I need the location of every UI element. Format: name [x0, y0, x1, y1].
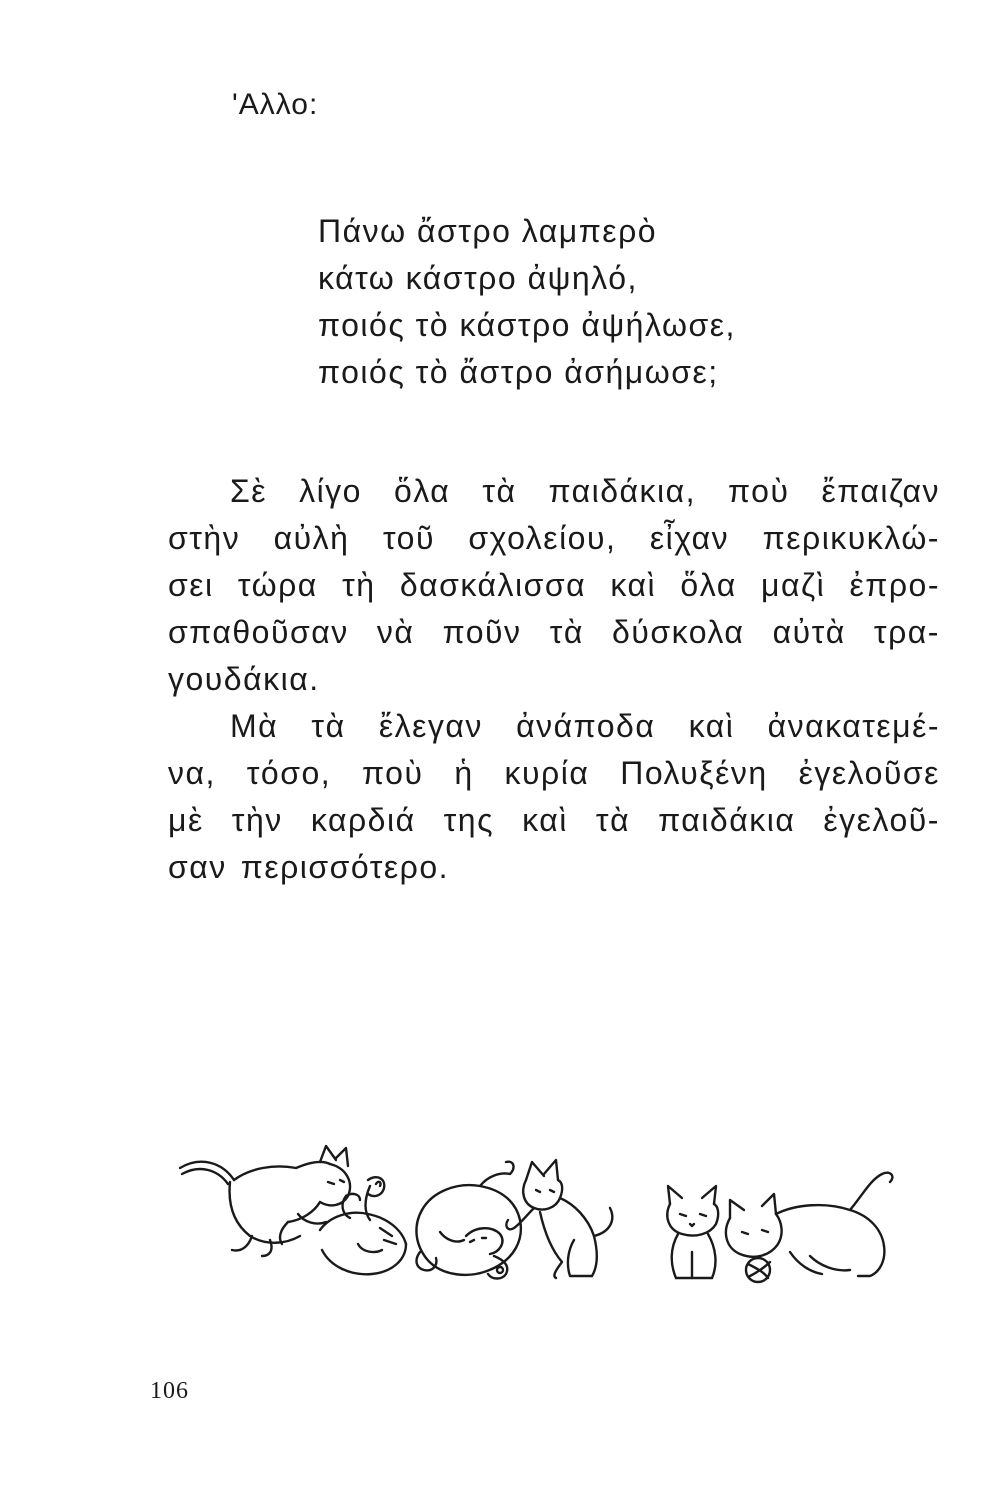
word: τὰ [595, 802, 631, 838]
word: ἀνακατεμέ- [767, 708, 940, 744]
word: μὲ [168, 802, 204, 838]
word: αὐτὰ [772, 614, 846, 650]
poem-line: κάτω κάστρο ἀψηλό, [318, 260, 638, 296]
word: ἐπρο- [849, 567, 940, 603]
playing-kittens-illustration [170, 1140, 900, 1290]
kitten-1-drawing [180, 1146, 350, 1256]
poem [318, 208, 736, 396]
word: στὴν [168, 520, 241, 556]
poem-line: ποιός τὸ κάστρο ἀψήλωσε, [318, 307, 736, 343]
word: αὐλὴ [273, 520, 350, 556]
text-line [168, 797, 940, 844]
word: ἡ [454, 755, 474, 791]
word: δασκάλισσα [399, 567, 587, 603]
word: ὅλα [393, 473, 451, 509]
word: καὶ [688, 708, 735, 744]
text-line [168, 515, 940, 562]
word: κυρία [504, 755, 590, 791]
word: ποὺ [728, 473, 790, 509]
word: γουδάκια. [168, 661, 320, 697]
word: λίγο [299, 473, 362, 509]
word: τὰ [311, 708, 346, 744]
word: ὅλα [680, 567, 737, 603]
paragraph-1 [168, 468, 940, 703]
word: ποὺ [362, 755, 424, 791]
word: της [443, 802, 495, 838]
poem-line: Πάνω ἄστρο λαμπερὸ [318, 213, 658, 249]
word: σει [168, 567, 214, 603]
word: τώρα [237, 567, 318, 603]
text-line [168, 468, 940, 515]
text-line [168, 844, 940, 891]
word: τὰ [549, 614, 584, 650]
paragraph-2 [168, 703, 940, 891]
text-line [168, 609, 940, 656]
text-line [168, 656, 940, 703]
word: ἔλεγαν [378, 708, 483, 744]
poem-line: ποιός τὸ ἄστρο ἀσήμωσε; [318, 354, 719, 390]
word: παιδάκια [658, 802, 796, 838]
word: τοῦ [382, 520, 435, 556]
word: να, [168, 755, 216, 791]
word: καὶ [522, 802, 568, 838]
word: περικυκλώ- [762, 520, 940, 556]
word: Σὲ [230, 473, 268, 509]
word: σαν [168, 849, 227, 885]
word: περισσότερο. [240, 849, 450, 885]
word: καὶ [610, 567, 657, 603]
word: σπαθοῦσαν [168, 614, 349, 650]
word: μαζὶ [761, 567, 826, 603]
word: παιδάκια, [548, 473, 697, 509]
kitten-5-drawing [667, 1186, 718, 1278]
section-heading: 'Αλλο: [232, 88, 319, 121]
word: Μὰ [230, 708, 279, 744]
word: Πολυξένη [620, 755, 768, 791]
word: ποῦν [442, 614, 522, 650]
kitten-4-drawing [506, 1160, 612, 1278]
word: τρα- [873, 614, 940, 650]
prose-text [168, 468, 940, 891]
word: νὰ [376, 614, 415, 650]
word: τὴν [231, 802, 283, 838]
word: τὰ [482, 473, 517, 509]
word: τόσο, [246, 755, 332, 791]
kitten-2-drawing [320, 1177, 406, 1274]
word: ἐγελοῦσε [798, 755, 940, 791]
word: ἀνάποδα [516, 708, 656, 744]
word: ἐγελοῦ- [823, 802, 940, 838]
word: καρδιά [310, 802, 416, 838]
kitten-3-drawing [416, 1162, 520, 1279]
word: σχολείου, [468, 520, 617, 556]
word: δύσκολα [612, 614, 745, 650]
text-line [168, 562, 940, 609]
word: εἶχαν [649, 520, 730, 556]
page-number: 106 [150, 1378, 189, 1404]
text-line [168, 750, 940, 797]
word: ἔπαιζαν [821, 473, 940, 509]
word: τὴ [342, 567, 376, 603]
text-line [168, 703, 940, 750]
kitten-6-drawing [726, 1173, 893, 1282]
